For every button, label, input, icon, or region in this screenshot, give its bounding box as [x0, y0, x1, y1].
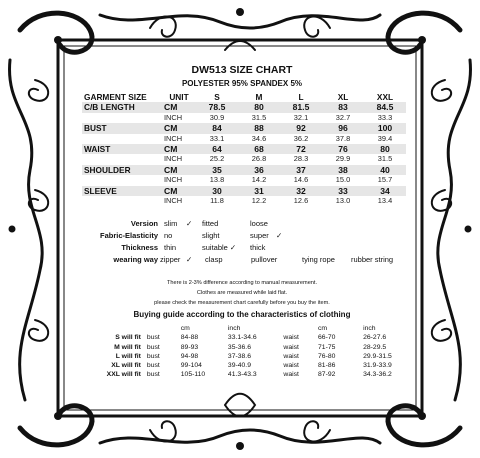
guide-cell: bust [146, 352, 160, 360]
header-size-s: S [214, 92, 220, 102]
guide-cell: bust [146, 371, 160, 379]
guide-cell: 29.9-31.5 [363, 352, 392, 360]
buying-guide-title: Buying guide according to the characteristics of clothing [133, 310, 351, 319]
header-size-xxl: XXL [376, 92, 394, 102]
guide-cell: waist [283, 371, 299, 379]
guide-row [84, 352, 410, 361]
unit-inch: INCH [164, 112, 183, 122]
guide-header-inch: inch [227, 325, 241, 332]
row-label: SHOULDER [82, 165, 162, 175]
cell-value: 33.1 [209, 133, 225, 143]
guide-cell: bust [146, 343, 160, 351]
option-label: wearing way [113, 255, 158, 264]
option-value: loose [250, 219, 268, 228]
cell-value: 68 [238, 144, 280, 154]
option-value: rubber string [351, 255, 394, 264]
option-row-version [74, 219, 410, 231]
cell-value: 81.5 [280, 102, 322, 112]
guide-cell: 94-98 [180, 352, 199, 360]
cell-value: 72 [280, 144, 322, 154]
guide-header-cm: cm [180, 325, 190, 332]
note-line: There is 2-3% difference according to manual measurement. [166, 280, 318, 286]
guide-cell: 71-75 [318, 343, 336, 351]
buying-guide-table [84, 324, 410, 380]
cell-value: 38 [322, 165, 364, 175]
option-value: zipper [160, 255, 181, 264]
guide-header-inch: inch [363, 325, 376, 332]
cell-value: 78.5 [196, 102, 238, 112]
option-value: fitted [202, 219, 219, 228]
option-value: clasp [205, 255, 223, 264]
guide-cell: 81-86 [318, 362, 336, 370]
table-row [82, 154, 406, 164]
cell-value: 12.6 [293, 196, 309, 206]
guide-cell: 105-110 [180, 371, 206, 379]
measurement-notes [74, 278, 410, 308]
guide-cell: 31.9-33.9 [363, 362, 392, 370]
guide-cell: 26-27.6 [363, 334, 387, 342]
option-row-fabric-elasticity [74, 231, 410, 243]
header-size-m: M [255, 92, 263, 102]
guide-row [84, 343, 410, 352]
cell-value: 14.6 [293, 175, 309, 185]
cell-value: 13.8 [209, 175, 225, 185]
cell-value: 35 [196, 165, 238, 175]
cell-value: 92 [280, 123, 322, 133]
cell-value: 26.8 [251, 154, 267, 164]
header-size-l: L [298, 92, 304, 102]
guide-cell: waist [283, 334, 299, 342]
guide-cell: 76-80 [318, 352, 336, 360]
guide-cell: 28-29.5 [363, 343, 387, 351]
table-row [82, 186, 406, 196]
table-row [82, 144, 406, 154]
option-label: Fabric-Elasticity [100, 231, 158, 240]
guide-cell: waist [283, 343, 299, 351]
cell-value: 33.3 [377, 112, 393, 122]
option-value: no [164, 231, 173, 240]
option-value: super [250, 231, 269, 240]
row-label: BUST [82, 123, 162, 133]
option-value: thick [250, 243, 266, 252]
unit-inch: INCH [164, 196, 183, 206]
cell-value: 12.2 [251, 196, 267, 206]
table-row [82, 134, 406, 144]
cell-value: 33 [322, 186, 364, 196]
guide-cell: 66-70 [318, 334, 336, 342]
cell-value: 14.2 [251, 175, 267, 185]
guide-size: XXL will fit [106, 371, 141, 379]
option-value: slim [164, 219, 178, 228]
header-garment-size: GARMENT SIZE [84, 92, 147, 102]
row-label: SLEEVE [82, 186, 162, 196]
guide-cell: waist [283, 352, 299, 360]
unit-cm: CM [162, 123, 196, 133]
cell-value: 34 [364, 186, 406, 196]
cell-value: 34.6 [251, 133, 267, 143]
cell-value: 96 [322, 123, 364, 133]
cell-value: 29.9 [335, 154, 351, 164]
guide-cell: 35-36.6 [227, 343, 251, 351]
guide-cell: bust [146, 362, 160, 370]
guide-cell: 84-88 [180, 334, 199, 342]
unit-inch: INCH [164, 154, 183, 164]
note-line: please check the measurement chart carefully before you buy the item. [154, 300, 330, 306]
guide-header-cm: cm [318, 325, 328, 332]
guide-cell: waist [283, 362, 299, 370]
option-row-wearing-way [74, 255, 410, 267]
chart-title: DW513 SIZE CHART [191, 64, 293, 76]
table-row [82, 123, 406, 133]
table-row [82, 175, 406, 185]
garment-options [74, 219, 410, 267]
cell-value: 30.9 [209, 112, 225, 122]
cell-value: 32 [280, 186, 322, 196]
check-mark-icon: ✓ [276, 231, 283, 240]
cell-value: 28.3 [293, 154, 309, 164]
guide-size: S will fit [115, 334, 141, 342]
unit-inch: INCH [164, 175, 183, 185]
option-label: Version [130, 219, 158, 228]
cell-value: 100 [364, 123, 406, 133]
unit-cm: CM [162, 102, 196, 112]
table-row [82, 102, 406, 112]
cell-value: 25.2 [209, 154, 225, 164]
cell-value: 88 [238, 123, 280, 133]
cell-value: 31.5 [377, 154, 393, 164]
cell-value: 13.4 [377, 196, 393, 206]
unit-cm: CM [162, 144, 196, 154]
guide-cell: 34.3-36.2 [363, 371, 392, 379]
cell-value: 39.4 [377, 133, 393, 143]
cell-value: 84.5 [364, 102, 406, 112]
cell-value: 64 [196, 144, 238, 154]
guide-cell: 37-38.6 [227, 352, 251, 360]
cell-value: 80 [364, 144, 406, 154]
guide-row [84, 370, 410, 379]
row-label: C/B LENGTH [82, 102, 162, 112]
option-row-thickness [74, 243, 410, 255]
size-table [82, 92, 406, 206]
table-row [82, 165, 406, 175]
check-mark-icon: ✓ [186, 255, 193, 264]
material-composition: POLYESTER 95% SPANDEX 5% [181, 79, 303, 88]
option-value: pullover [251, 255, 278, 264]
cell-value: 37.8 [335, 133, 351, 143]
cell-value: 13.0 [335, 196, 351, 206]
cell-value: 76 [322, 144, 364, 154]
option-label: Thickness [121, 243, 158, 252]
cell-value: 11.8 [210, 196, 224, 206]
cell-value: 15.0 [335, 175, 351, 185]
unit-cm: CM [162, 186, 196, 196]
guide-cell: 39-40.9 [227, 362, 251, 370]
unit-inch: INCH [164, 133, 183, 143]
note-line: Clothes are measured while laid flat. [196, 290, 288, 296]
table-row [82, 113, 406, 123]
row-label: WAIST [82, 144, 162, 154]
guide-cell: 87-92 [318, 371, 336, 379]
cell-value: 31.5 [251, 112, 267, 122]
guide-cell: bust [146, 334, 160, 342]
guide-cell: 89-93 [180, 343, 199, 351]
cell-value: 31 [238, 186, 280, 196]
check-mark-icon: ✓ [186, 219, 193, 228]
table-row [82, 196, 406, 206]
unit-cm: CM [162, 165, 196, 175]
guide-header-row [84, 324, 410, 333]
size-table-header [82, 92, 406, 102]
option-value: slight [202, 231, 220, 240]
guide-row [84, 361, 410, 370]
guide-cell: 99-104 [180, 362, 202, 370]
guide-size: M will fit [114, 343, 141, 351]
option-value: thin [164, 243, 177, 252]
cell-value: 36.2 [293, 133, 309, 143]
cell-value: 15.7 [377, 175, 393, 185]
cell-value: 40 [364, 165, 406, 175]
guide-size: XL will fit [111, 362, 141, 370]
option-value: suitable ✓ [202, 243, 237, 252]
cell-value: 80 [238, 102, 280, 112]
cell-value: 37 [280, 165, 322, 175]
cell-value: 36 [238, 165, 280, 175]
chart-content [74, 62, 410, 392]
cell-value: 84 [196, 123, 238, 133]
cell-value: 32.7 [335, 112, 351, 122]
cell-value: 83 [322, 102, 364, 112]
option-value: tying rope [302, 255, 335, 264]
guide-size: L will fit [115, 352, 141, 360]
guide-cell: 33.1-34.6 [227, 334, 257, 342]
header-unit: UNIT [169, 92, 189, 102]
guide-cell: 41.3-43.3 [227, 371, 257, 379]
guide-row [84, 333, 410, 342]
cell-value: 30 [196, 186, 238, 196]
cell-value: 32.1 [293, 112, 309, 122]
header-size-xl: XL [337, 92, 349, 102]
